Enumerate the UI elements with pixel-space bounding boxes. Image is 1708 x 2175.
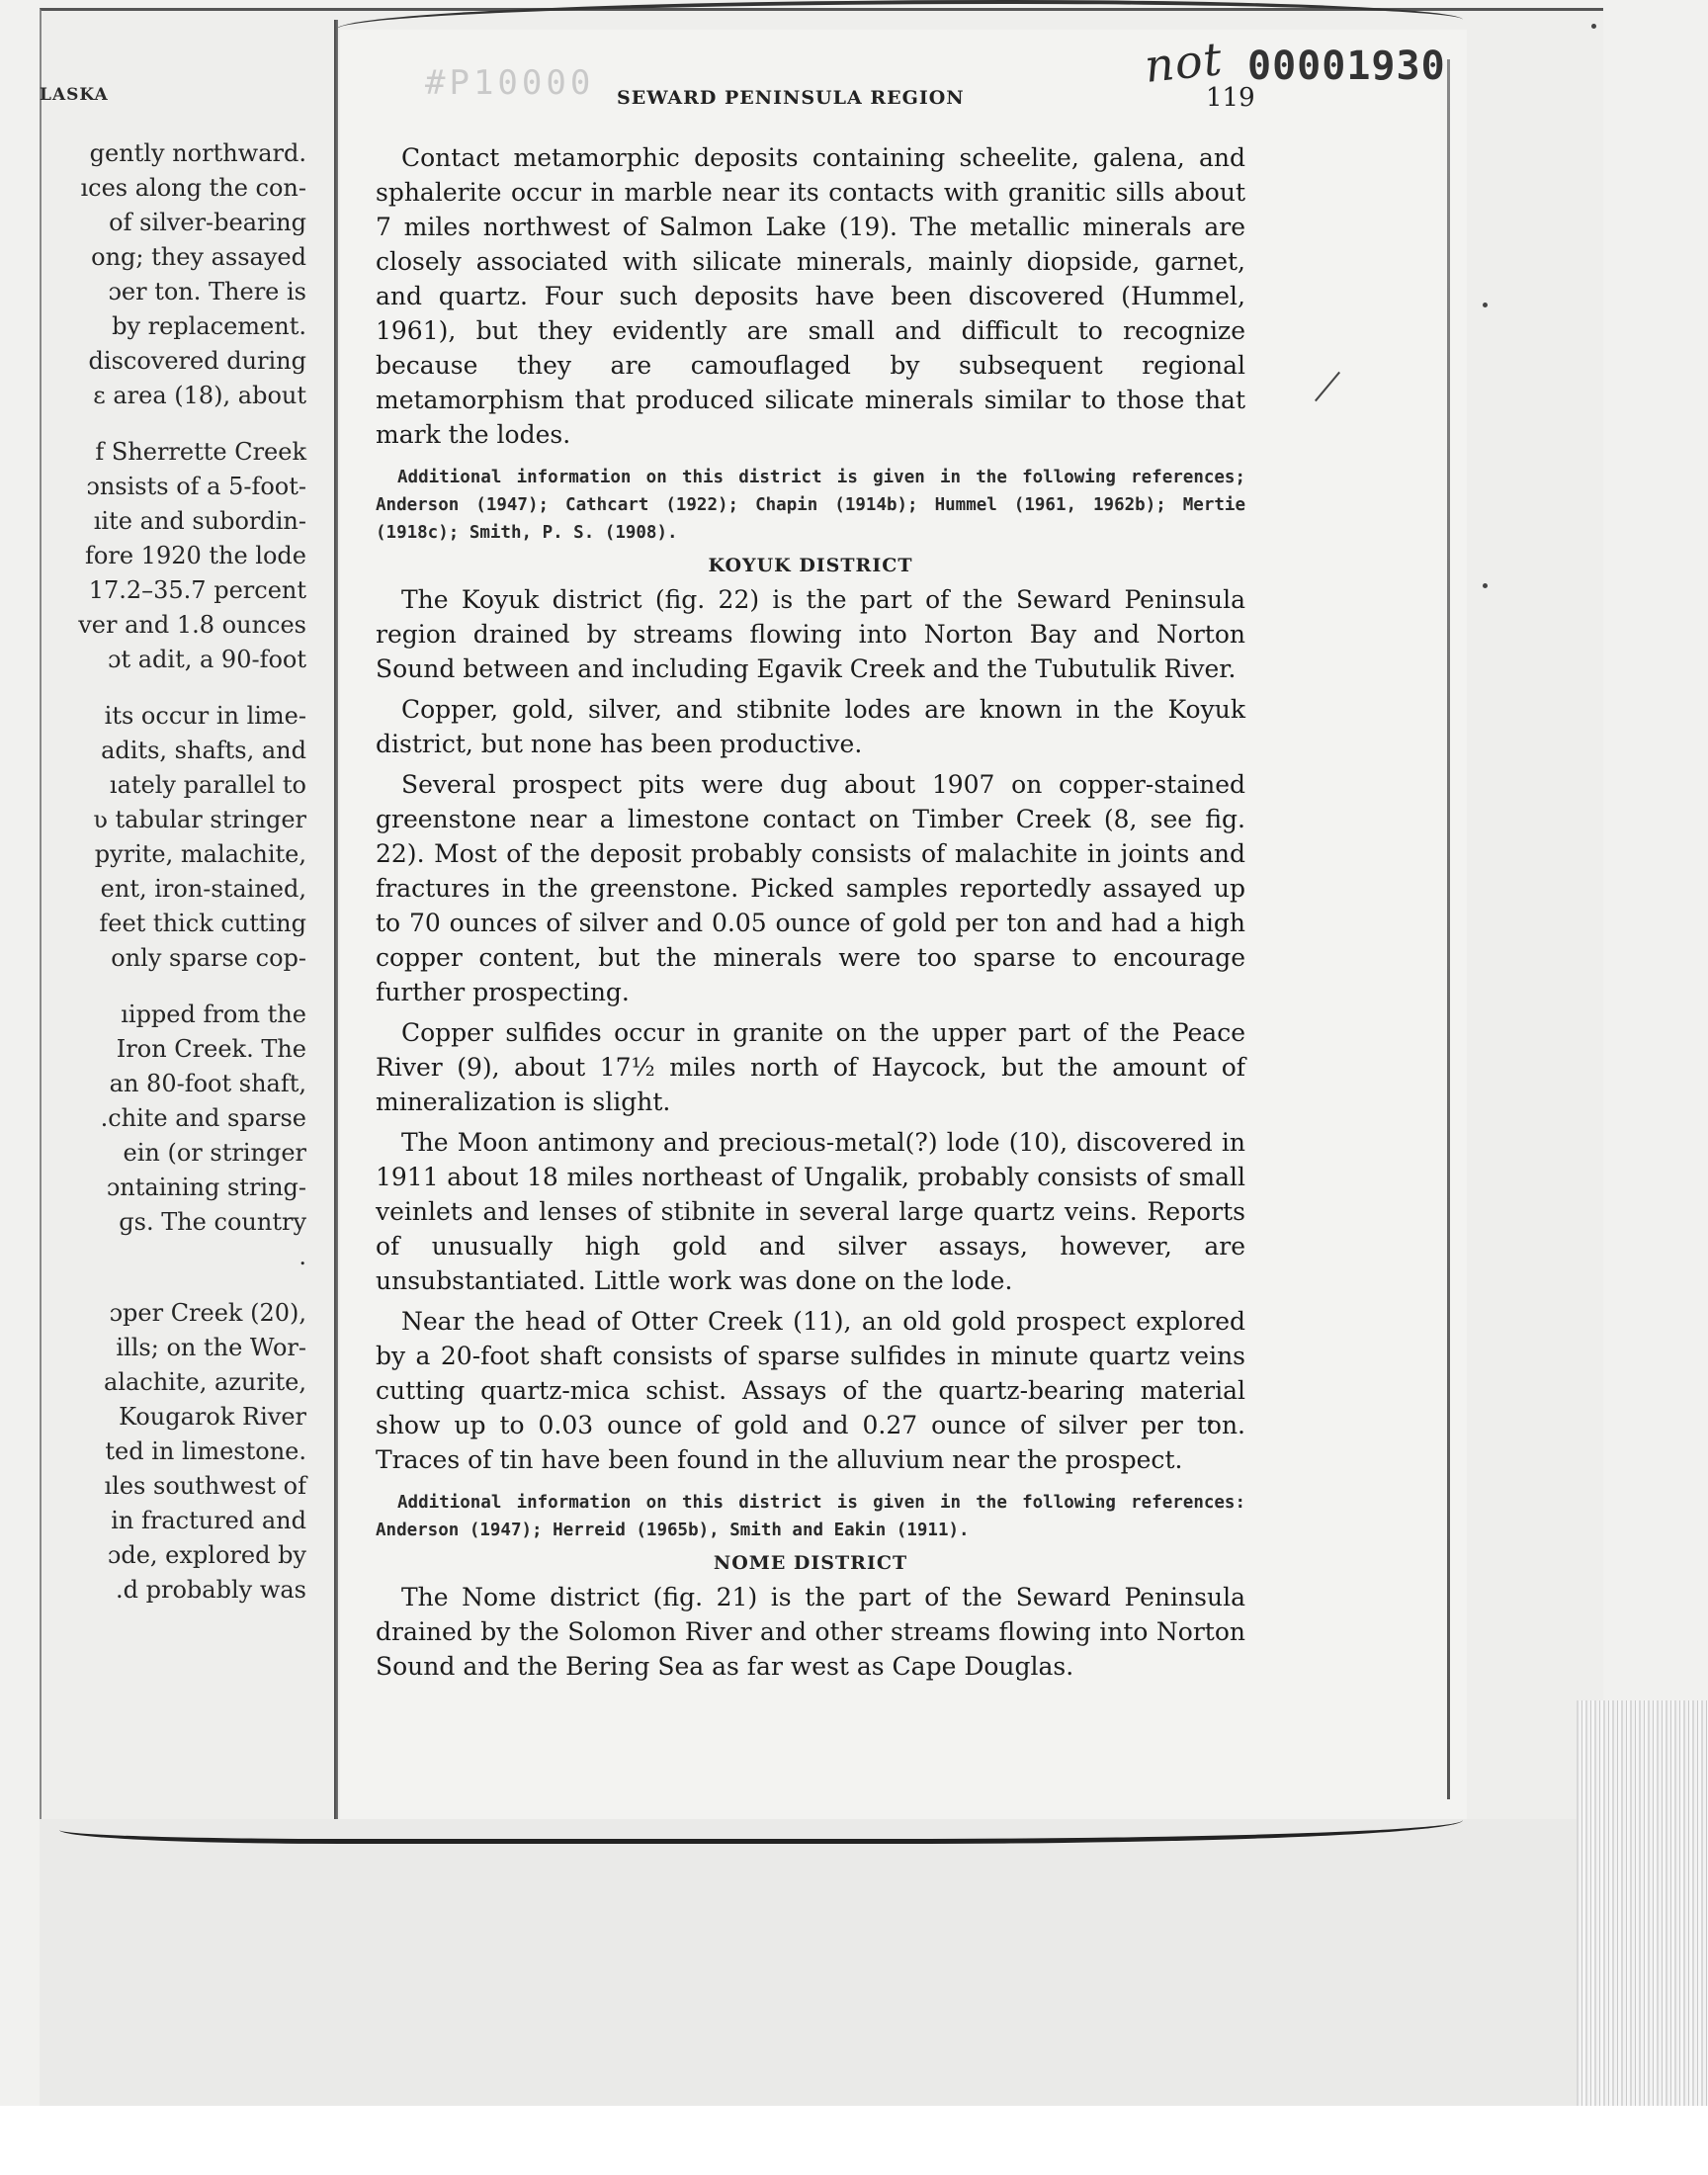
references-paragraph: Additional information on this district is given in the following references: Anderson (1947); Herreid (1965b), Smith and Eakin (1911). bbox=[376, 1493, 1245, 1540]
paragraph-koyuk-definition: The Koyuk district (fig. 22) is the part of the Seward Peninsula region drained by streams flowing into Norton Bay and Norton Sound between and including Egavik Creek and the Tubutulik River. bbox=[376, 585, 1245, 683]
left-page-line: Kougarok River bbox=[119, 1403, 306, 1431]
left-page-line: ills; on the Wor- bbox=[116, 1334, 306, 1361]
left-page-line: ʋ tabular stringer bbox=[93, 806, 306, 833]
left-page-line: . bbox=[299, 1243, 306, 1270]
paragraph-koyuk-lodes: Copper, gold, silver, and stibnite lodes are known in the Koyuk district, but none has been productive. bbox=[376, 695, 1245, 758]
paragraph-peace-river: Copper sulfides occur in granite on the upper part of the Peace River (9), about 17½ miles north of Haycock, but the amount of mineralization is slight. bbox=[376, 1018, 1245, 1116]
left-page-line: fore 1920 the lode bbox=[85, 542, 306, 569]
left-page-line: ıately parallel to bbox=[109, 771, 306, 799]
left-page-line: in fractured and bbox=[111, 1507, 306, 1534]
left-page-line: ted in limestone. bbox=[105, 1437, 306, 1465]
left-page-line: 17.2–35.7 percent bbox=[88, 576, 306, 604]
page-number: 119 bbox=[1206, 83, 1255, 113]
page-right-edge bbox=[1447, 59, 1450, 1799]
left-page-line: ein (or stringer bbox=[123, 1139, 306, 1167]
faded-stamp: #P10000 bbox=[425, 63, 595, 103]
lower-sheet-area bbox=[40, 1819, 1631, 2106]
left-page-line: discovered during bbox=[88, 347, 306, 375]
left-running-head: LASKA bbox=[40, 85, 109, 105]
left-page-line: only sparse cop- bbox=[111, 944, 306, 972]
references-paragraph: Additional information on this district is given in the following references; Anderson (1947); Cathcart (1922); Chapin (1914b); Hummel (1961, 1962b); Mertie (1918c); Smith, P. S. (1908). bbox=[376, 468, 1245, 543]
left-facing-page bbox=[40, 49, 336, 1839]
left-page-line: ɔer ton. There is bbox=[108, 278, 306, 305]
paragraph-otter-creek: Near the head of Otter Creek (11), an old gold prospect explored by a 20-foot shaft consists of sparse sulfides in minute quartz veins cutting quartz-mica schist. Assays of the quartz-bearing material show up to 0.03 ounce of gold and 0.27 ounce of silver per ton. Traces of tin have been found in the alluvium near the prospect. bbox=[376, 1307, 1245, 1474]
speck bbox=[1591, 24, 1596, 29]
left-page-line: adits, shafts, and bbox=[101, 737, 306, 764]
left-page-line: ɔper Creek (20), bbox=[109, 1299, 306, 1327]
left-page-line: .chite and sparse bbox=[100, 1104, 306, 1132]
page-body bbox=[376, 140, 1245, 1690]
left-page-line: ıles southwest of bbox=[104, 1472, 306, 1500]
left-page-text bbox=[40, 136, 306, 1608]
left-page-line: ıces along the con- bbox=[80, 174, 306, 202]
paragraph-timber-creek: Several prospect pits were dug about 1907 on copper-stained greenstone near a limestone contact on Timber Creek (8, see fig. 22). Most of the deposit probably consists of malachite in joints and fractures in the greenstone. Picked samples reportedly assayed up to 70 ounces of silver and 0.05 ounce of gold per ton and had a high copper content, but the minerals were too sparse to encourage further prospecting. bbox=[376, 770, 1245, 1006]
scan-bottom-margin bbox=[0, 2106, 1708, 2175]
left-page-line: .d probably was bbox=[116, 1576, 306, 1604]
paragraph-moon-lode: The Moon antimony and precious-metal(?) lode (10), discovered in 1911 about 18 miles northeast of Ungalik, probably consists of small veinlets and lenses of stibnite in several large quartz veins. Reports of unusually high gold and silver assays, however, are unsubstantiated. Little work was done on the lode. bbox=[376, 1128, 1245, 1295]
left-page-line: an 80-foot shaft, bbox=[109, 1070, 306, 1097]
left-page-line: ɔt adit, a 90-foot bbox=[108, 646, 306, 673]
left-page-line: ɡs. The country bbox=[119, 1208, 306, 1236]
left-page-line: ɛ area (18), about bbox=[93, 382, 306, 409]
left-page-line: feet thick cutting bbox=[99, 910, 306, 937]
running-head: SEWARD PENINSULA REGION bbox=[617, 87, 965, 109]
left-page-line: by replacement. bbox=[112, 312, 306, 340]
section-heading-nome: NOME DISTRICT bbox=[713, 1552, 908, 1574]
page-gutter-line bbox=[334, 20, 338, 1819]
paragraph-nome-definition: The Nome district (fig. 21) is the part of the Seward Peninsula drained by the Solomon River and other streams flowing into Norton Sound and the Bering Sea as far west as Cape Douglas. bbox=[376, 1583, 1245, 1681]
left-page-line: ong; they assayed bbox=[91, 243, 306, 271]
left-page-line: of silver-bearing bbox=[109, 209, 306, 236]
left-page-line: alachite, azurite, bbox=[103, 1368, 306, 1396]
left-page-line: gently northward. bbox=[89, 139, 306, 167]
left-page-line: its occur in lime- bbox=[104, 702, 306, 730]
left-page-line: ɔde, explored by bbox=[107, 1541, 306, 1569]
left-page-line: ɔnsists of a 5-foot- bbox=[86, 473, 306, 500]
document-stamp-number: 00001930 bbox=[1247, 44, 1446, 89]
left-page-line: Iron Creek. The bbox=[116, 1035, 306, 1063]
left-page-line: ent, iron-stained, bbox=[100, 875, 306, 903]
speck bbox=[1483, 303, 1488, 307]
paragraph-contact-metamorphic: Contact metamorphic deposits containing scheelite, galena, and sphalerite occur in marble near its contacts with granitic sills about 7 miles northwest of Salmon Lake (19). The metallic minerals are closely associated with silicate minerals, mainly diopside, garnet, and quartz. Four such deposits have been discovered (Hummel, 1961), but they evidently are small and difficult to recognize because they are camouflaged by subsequent regional metamorphism that produced silicate minerals similar to those that mark the lodes. bbox=[376, 143, 1245, 449]
left-page-line: f Sherrette Creek bbox=[95, 438, 306, 466]
section-heading-koyuk: KOYUK DISTRICT bbox=[708, 555, 913, 576]
left-page-line: ıite and subordin- bbox=[93, 507, 306, 535]
left-page-line: ıipped from the bbox=[121, 1000, 306, 1028]
left-page-line: ver and 1.8 ounces bbox=[78, 611, 306, 639]
speck bbox=[1483, 583, 1488, 588]
left-page-line: ɔntaining string- bbox=[106, 1174, 306, 1201]
left-page-line: pyrite, malachite, bbox=[94, 840, 306, 868]
handwritten-note: not bbox=[1142, 32, 1226, 93]
scanner-edge-artifact bbox=[1577, 1700, 1708, 2135]
